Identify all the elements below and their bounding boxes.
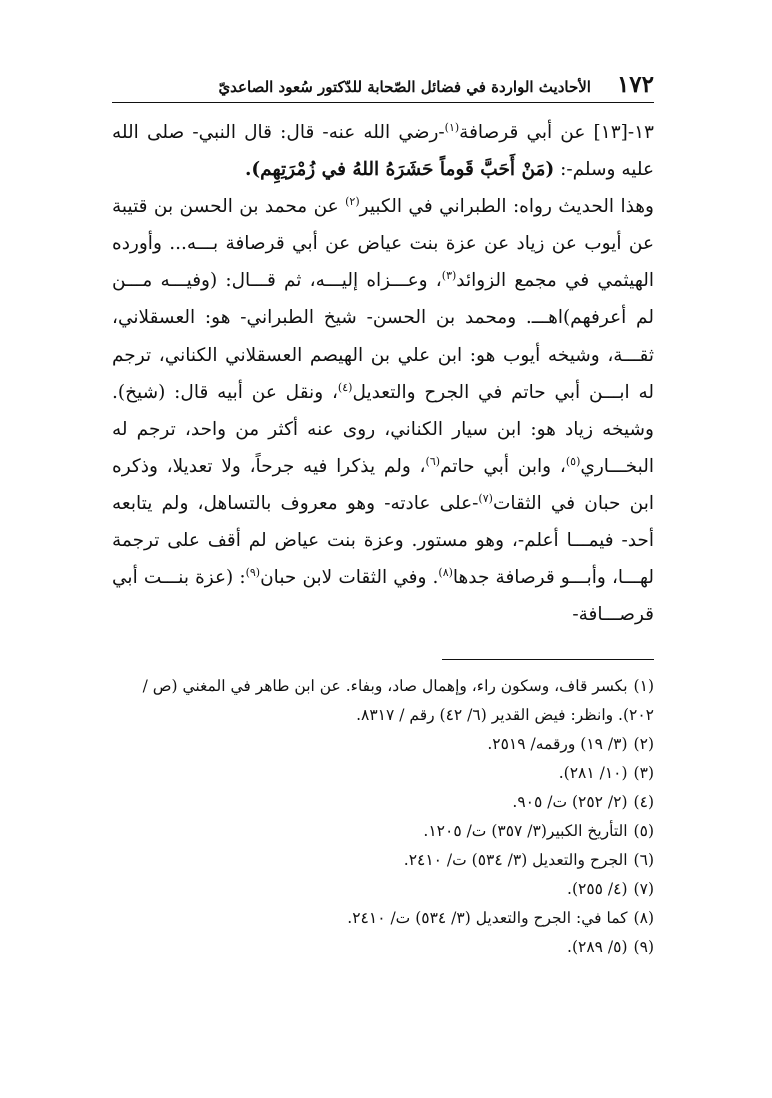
footnote-ref-2[interactable]: (٢) <box>345 195 360 209</box>
page-header <box>110 66 654 100</box>
footnote-number: (٤) <box>633 793 654 811</box>
footnote-ref-5[interactable]: (٥) <box>565 454 581 468</box>
footnote-number: (١) <box>633 677 654 695</box>
footnote-number: (٩) <box>633 938 654 956</box>
footnote-ref-6[interactable]: (٦) <box>425 454 441 468</box>
footnote-text: (٣/ ١٩) ورقمه/ ٢٥١٩. <box>487 735 628 753</box>
footnote-text: كما في: الجرح والتعديل (٣/ ٥٣٤) ت/ ٢٤١٠. <box>347 909 628 927</box>
footnote-text: (٢/ ٢٥٢) ت/ ٩٠٥. <box>512 793 628 811</box>
hadith-attribution: -رضي الله عنه- قال: قال النبي- صلى الله عليه وسلم-: <box>112 122 654 181</box>
footnote-ref-1[interactable]: (١) <box>444 120 460 134</box>
commentary-part-d: ، ونقل عن أبيه قال: (شيخ). وشيخه زياد هو: ابن سيار الكناني، روى عنه أكثر من واحد، ترجم له البخـــاري <box>112 381 654 477</box>
footnote <box>112 788 654 817</box>
commentary-part-i: : (عزة بنـــت أبي قرصـــافة- <box>112 567 654 626</box>
footnote-ref-8[interactable]: (٨) <box>438 565 453 579</box>
commentary-part-g: -على عادته- وهو معروف بالتساهل، ولم يتابعه أحد- فيمـــا أعلم-، وهو مستور. وعزة بنت عياض لم أقف على ترجمة لهـــا، وأبـــو قرصافة جدها <box>112 492 654 589</box>
commentary-part-f: ، ولم يذكرا فيه جرحاً، ولا تعديلا، وذكره ابن حبان في الثقات <box>112 455 654 514</box>
running-title: الأحاديث الواردة في فضائل الصّحابة للدّكتور سُعود الصاعديّ <box>218 78 591 96</box>
footnote <box>112 846 654 875</box>
footnote-text: (١٠/ ٢٨١). <box>558 764 628 782</box>
commentary-part-h: . وفي الثقات لابن حبان <box>260 567 439 589</box>
footnote-number: (٦) <box>633 851 654 869</box>
footnote-ref-9[interactable]: (٩) <box>245 565 261 579</box>
hadith-paragraph <box>112 114 654 188</box>
commentary-paragraph <box>112 188 654 633</box>
footnote-number: (٣) <box>633 764 654 782</box>
commentary-part-a: وهذا الحديث رواه: الطبراني في الكبير <box>359 196 654 218</box>
footnotes-list <box>112 672 654 962</box>
footnote <box>112 933 654 962</box>
footnote-text: (٥/ ٢٨٩). <box>567 938 628 956</box>
footnote-ref-4[interactable]: (٤) <box>337 380 353 394</box>
footnote-ref-7[interactable]: (٧) <box>478 491 493 505</box>
footnote-text: (٤/ ٢٥٥). <box>567 880 628 898</box>
footnote-number: (٨) <box>633 909 654 927</box>
footnote-separator <box>442 659 654 660</box>
header-rule <box>112 102 654 103</box>
commentary-part-b: عن محمد بن الحسن بن قتيبة عن أيوب عن زياد عن عزة بنت عياض عن أبي قرصافة بـــه... وأورده الهيثمي في مجمع الزوائد <box>112 196 654 292</box>
footnote <box>112 875 654 904</box>
footnote-number: (٢) <box>633 735 654 753</box>
footnote <box>112 730 654 759</box>
footnote-number: (٧) <box>633 880 654 898</box>
page-number: ١٧٢ <box>616 71 654 98</box>
hadith-intro: ١٣-[١٣] عن أبي قرصافة <box>459 122 654 143</box>
footnote <box>112 904 654 933</box>
footnote <box>112 817 654 846</box>
hadith-text: (مَنْ أَحَبَّ قَوماً حَشَرَهُ اللهُ في زُمْرَتِهِم). <box>244 159 555 181</box>
footnote-text: بكسر قاف، وسكون راء، وإهمال صاد، وبفاء. عن ابن طاهر في المغني (ص / ٢٠٢). وانظر: فيض القدير (٦/ ٤٢) رقم / ٨٣١٧. <box>142 677 654 724</box>
footnote-number: (٥) <box>633 822 654 840</box>
commentary-part-e: ، وابن أبي حاتم <box>440 455 566 477</box>
main-text <box>112 114 654 633</box>
footnote-text: الجرح والتعديل (٣/ ٥٣٤) ت/ ٢٤١٠. <box>403 851 628 869</box>
footnote-text: التأريخ الكبير(٣/ ٣٥٧) ت/ ١٢٠٥. <box>423 822 628 840</box>
commentary-part-c: ، وعـــزاه إليـــه، ثم قـــال: (وفيـــه مـــن لم أعرفهم)اهـــ. ومحمد بن الحسن- شيخ الطبراني- هو: العسقلاني، ثقـــة، وشيخه أيوب هو: ابن علي بن الهيصم العسقلاني الكناني، ترجم له ابـــن أبي حاتم في الجرح والتعديل <box>112 270 654 403</box>
footnote <box>112 759 654 788</box>
footnote-ref-3[interactable]: (٣) <box>441 269 457 283</box>
footnote <box>112 672 654 730</box>
